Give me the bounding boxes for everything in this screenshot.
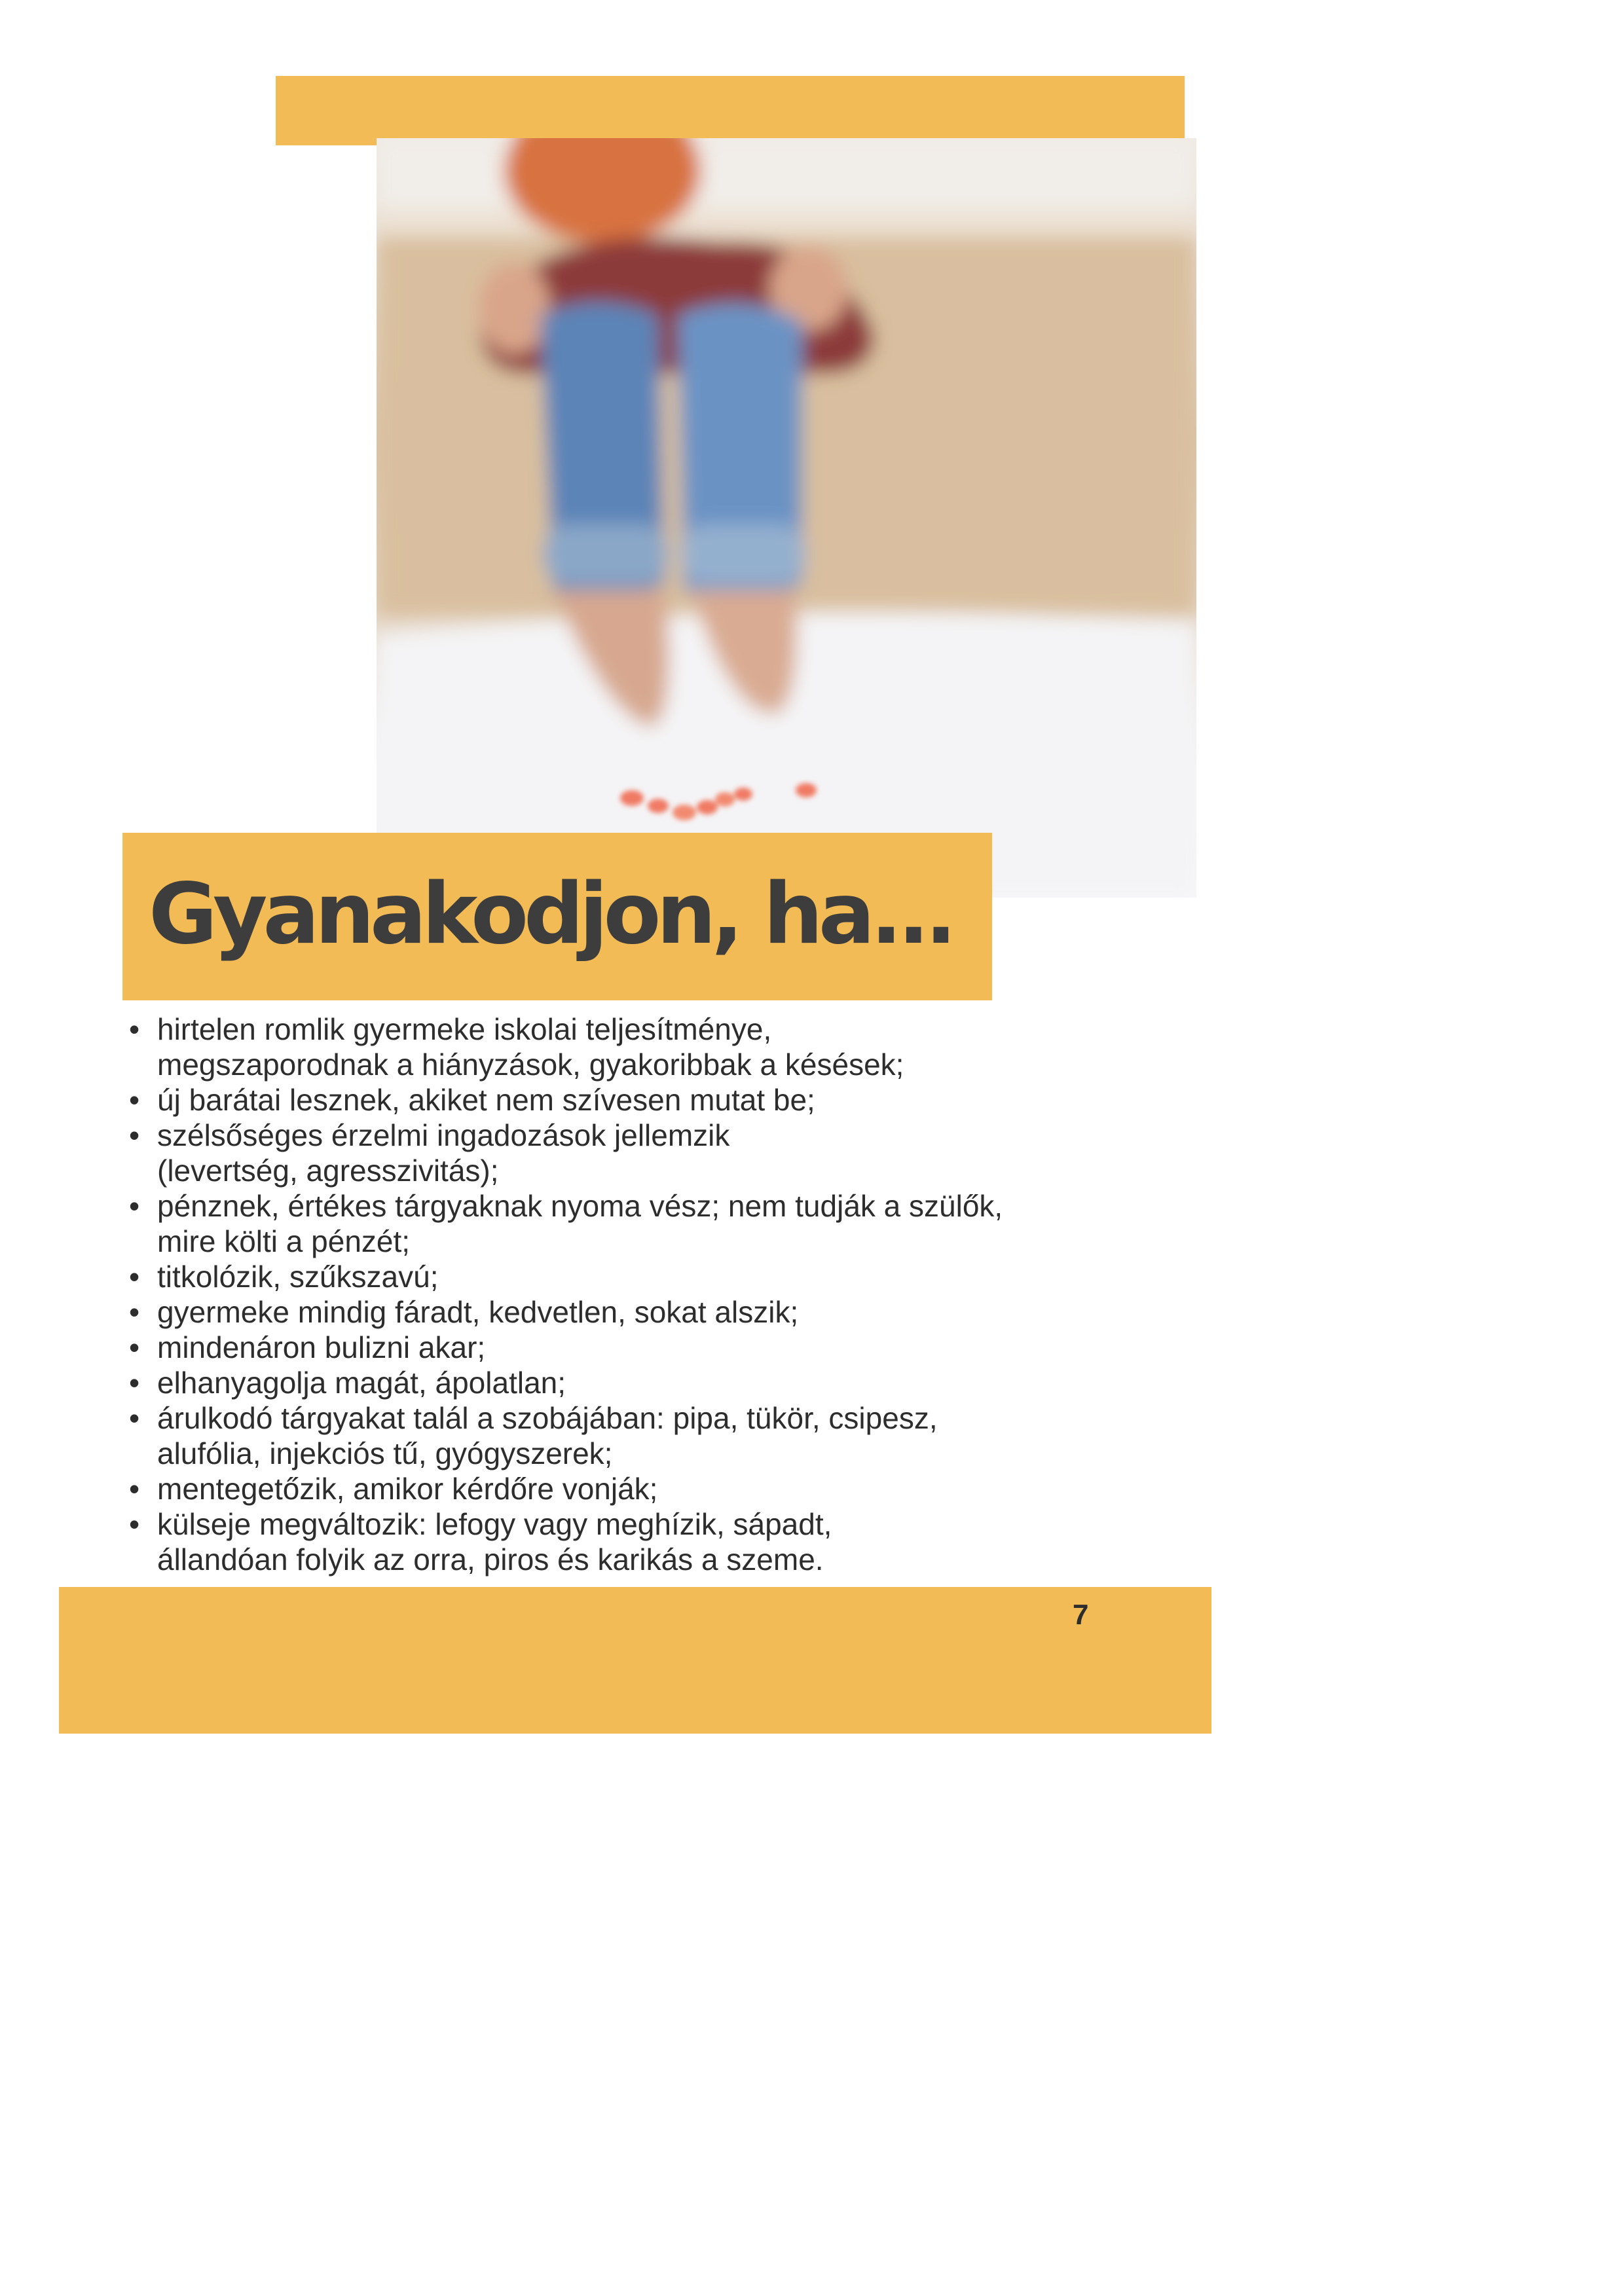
list-item-line: gyermeke mindig fáradt, kedvetlen, sokat alszik; bbox=[157, 1295, 799, 1329]
list-item bbox=[124, 1506, 1054, 1577]
list-item-line: mentegetőzik, amikor kérdőre vonják; bbox=[157, 1472, 658, 1506]
list-item-line: szélsőséges érzelmi ingadozások jellemzik bbox=[157, 1118, 730, 1152]
list-item-line: megszaporodnak a hiányzások, gyakoribbak a késések; bbox=[157, 1048, 904, 1082]
list-item bbox=[124, 1259, 1054, 1294]
bottom-accent-bar bbox=[59, 1587, 1211, 1734]
bullet-icon: • bbox=[128, 1118, 140, 1152]
list-item-line: (levertség, agresszivitás); bbox=[157, 1154, 499, 1188]
list-item bbox=[124, 1118, 1054, 1188]
bullet-icon: • bbox=[128, 1472, 140, 1506]
bullet-icon: • bbox=[128, 1401, 140, 1435]
list-item bbox=[124, 1330, 1054, 1365]
list-item-line: mire költi a pénzét; bbox=[157, 1224, 411, 1258]
list-item bbox=[124, 1011, 1054, 1082]
bullet-icon: • bbox=[128, 1295, 140, 1329]
list-item bbox=[124, 1400, 1054, 1471]
list-item-line: alufólia, injekciós tű, gyógyszerek; bbox=[157, 1436, 613, 1470]
list-item-line: külseje megváltozik: lefogy vagy meghízik, sápadt, bbox=[157, 1507, 832, 1541]
list-item-line: új barátai lesznek, akiket nem szívesen mutat be; bbox=[157, 1083, 815, 1117]
photo-illustration bbox=[377, 138, 1196, 898]
list-item bbox=[124, 1365, 1054, 1400]
list-item-line: árulkodó tárgyakat talál a szobájában: pipa, tükör, csipesz, bbox=[157, 1401, 938, 1435]
list-item bbox=[124, 1471, 1054, 1506]
page-number: 7 bbox=[1073, 1599, 1089, 1631]
list-item bbox=[124, 1188, 1054, 1259]
list-item-line: elhanyagolja magát, ápolatlan; bbox=[157, 1366, 566, 1400]
bullet-icon: • bbox=[128, 1330, 140, 1364]
bullet-icon: • bbox=[128, 1083, 140, 1117]
list-item-line: titkolózik, szűkszavú; bbox=[157, 1260, 439, 1294]
list-item-line: pénznek, értékes tárgyaknak nyoma vész; nem tudják a szülők, bbox=[157, 1189, 1003, 1223]
page-heading: Gyanakodjon, ha... bbox=[149, 866, 953, 963]
list-item-line: mindenáron bulizni akar; bbox=[157, 1330, 486, 1364]
heading-banner bbox=[122, 833, 992, 1000]
warning-signs-list bbox=[124, 1011, 1054, 1577]
list-item-line: hirtelen romlik gyermeke iskolai teljesítménye, bbox=[157, 1012, 772, 1046]
bullet-icon: • bbox=[128, 1260, 140, 1294]
bullet-icon: • bbox=[128, 1366, 140, 1400]
list-item bbox=[124, 1294, 1054, 1330]
list-item bbox=[124, 1082, 1054, 1118]
list-item-line: állandóan folyik az orra, piros és karikás a szeme. bbox=[157, 1542, 824, 1576]
bullet-icon: • bbox=[128, 1189, 140, 1223]
bullet-icon: • bbox=[128, 1012, 140, 1046]
top-accent-bar bbox=[276, 76, 1185, 145]
photo-sitting-person-with-pills bbox=[377, 138, 1196, 898]
bullet-icon: • bbox=[128, 1507, 140, 1541]
